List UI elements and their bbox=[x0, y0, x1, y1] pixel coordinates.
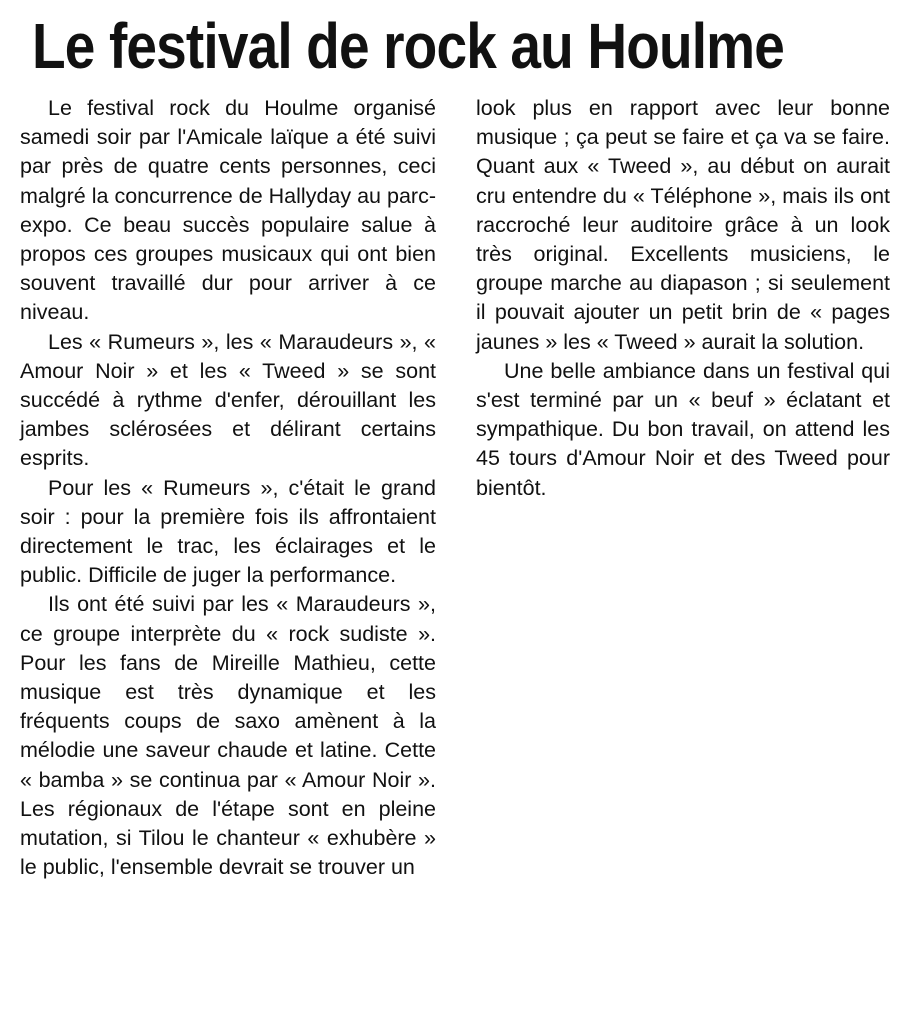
paragraph: Pour les « Rumeurs », c'était le grand soir : pour la première fois ils affrontaient directement le trac, les éclairages et le public. Difficile de juger la performance. bbox=[20, 475, 436, 588]
article-column-right bbox=[476, 94, 890, 503]
paragraph: Ils ont été suivi par les « Maraudeurs », ce groupe interprète du « rock sudiste ». Pour les fans de Mireille Mathieu, cette musique est très dynamique et les fréquents coups de saxo amènent à la mélodie une saveur chaude et latine. Cette « bamba » se continua par « Amour Noir ». Les régionaux de l'étape sont en pleine mutation, si Tilou le chanteur « exhubère » le public, l'ensemble devrait se trouver un bbox=[20, 592, 436, 880]
paragraph: Une belle ambiance dans un festival qui s'est terminé par un « beuf » éclatant et sympathique. Du bon travail, on attend les 45 tours d'Amour Noir et des Tweed pour bientôt. bbox=[476, 358, 890, 500]
article-headline: Le festival de rock au Houlme bbox=[32, 10, 784, 82]
article-column-left bbox=[20, 94, 436, 882]
paragraph: Le festival rock du Houlme organisé samedi soir par l'Amicale laïque a été suivi par près de quatre cents personnes, ceci malgré la concurrence de Hallyday au parc-expo. Ce beau succès populaire salue à propos ces groupes musicaux qui ont bien souvent travaillé dur pour arriver à ce niveau. bbox=[20, 96, 436, 325]
paragraph: Les « Rumeurs », les « Maraudeurs », « Amour Noir » et les « Tweed » se sont succédé à rythme d'enfer, dérouillant les jambes sclérosées et délirant certains esprits. bbox=[20, 329, 436, 471]
paragraph-continuation: look plus en rapport avec leur bonne musique ; ça peut se faire et ça va se faire. Quant aux « Tweed », au début on aurait cru entendre du « Téléphone », mais ils ont raccroché leur auditoire grâce à un look très original. Excellents musiciens, le groupe marche au diapason ; si seulement il pouvait ajouter un petit brin de « pages jaunes » les « Tweed » aurait la solution. bbox=[476, 96, 890, 354]
